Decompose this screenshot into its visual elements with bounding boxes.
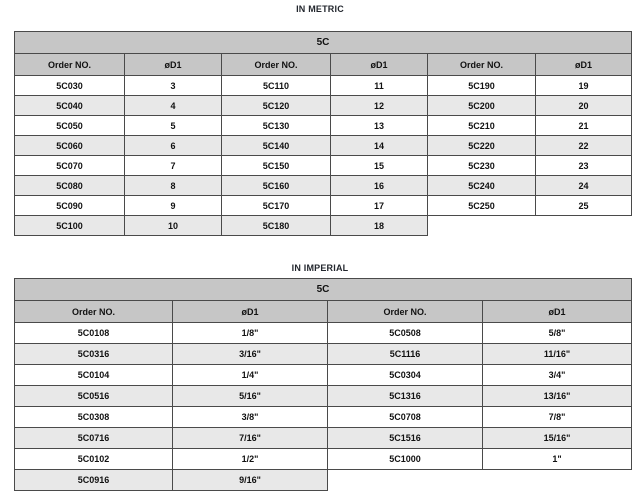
- order-no-cell: 5C1516: [328, 428, 483, 449]
- order-no-cell: 5C0308: [15, 407, 173, 428]
- order-no-cell: 5C240: [428, 176, 536, 196]
- d1-cell: 13/16": [483, 386, 632, 407]
- table-row: [15, 344, 632, 365]
- table-row: [15, 407, 632, 428]
- order-no-cell: 5C090: [15, 196, 125, 216]
- d1-cell: 1/8": [173, 323, 328, 344]
- order-no-cell: 5C1316: [328, 386, 483, 407]
- order-no-cell: 5C050: [15, 116, 125, 136]
- d1-cell: 19: [536, 76, 632, 96]
- order-no-cell: 5C220: [428, 136, 536, 156]
- d1-cell: 3: [125, 76, 222, 96]
- table-title: 5C: [15, 279, 632, 301]
- d1-cell: 15/16": [483, 428, 632, 449]
- order-no-cell: 5C0716: [15, 428, 173, 449]
- order-no-cell: 5C0102: [15, 449, 173, 470]
- column-header-row: [15, 301, 632, 323]
- d1-cell: 4: [125, 96, 222, 116]
- d1-cell: 7/8": [483, 407, 632, 428]
- metric-table: [14, 31, 632, 236]
- order-no-cell: 5C070: [15, 156, 125, 176]
- table-title-row: [15, 32, 632, 54]
- order-no-cell: 5C230: [428, 156, 536, 176]
- d1-cell: 9/16": [173, 470, 328, 491]
- col-header-order-no: Order NO.: [15, 54, 125, 76]
- table-title-row: [15, 279, 632, 301]
- imperial-section-title: IN IMPERIAL: [291, 263, 349, 273]
- metric-section-title: IN METRIC: [296, 4, 344, 14]
- d1-cell: 8: [125, 176, 222, 196]
- d1-cell: 18: [331, 216, 428, 236]
- d1-cell: 17: [331, 196, 428, 216]
- order-no-cell: 5C0316: [15, 344, 173, 365]
- table-row: [15, 365, 632, 386]
- order-no-cell: 5C080: [15, 176, 125, 196]
- d1-cell: 22: [536, 136, 632, 156]
- table-row: [15, 136, 632, 156]
- d1-cell: 11/16": [483, 344, 632, 365]
- table-row: [15, 156, 632, 176]
- d1-cell: 12: [331, 96, 428, 116]
- d1-cell: 5/16": [173, 386, 328, 407]
- col-header-order-no: Order NO.: [328, 301, 483, 323]
- order-no-cell: 5C250: [428, 196, 536, 216]
- order-no-cell: 5C0508: [328, 323, 483, 344]
- order-no-cell: 5C0104: [15, 365, 173, 386]
- table-row: [15, 386, 632, 407]
- table-row: [15, 116, 632, 136]
- order-no-cell: 5C180: [222, 216, 331, 236]
- empty-cell: [328, 470, 483, 491]
- d1-cell: 25: [536, 196, 632, 216]
- col-header-d1: øD1: [536, 54, 632, 76]
- order-no-cell: 5C040: [15, 96, 125, 116]
- table-row: [15, 428, 632, 449]
- d1-cell: 1/4": [173, 365, 328, 386]
- d1-cell: 16: [331, 176, 428, 196]
- d1-cell: 3/8": [173, 407, 328, 428]
- order-no-cell: 5C140: [222, 136, 331, 156]
- d1-cell: 13: [331, 116, 428, 136]
- order-no-cell: 5C030: [15, 76, 125, 96]
- d1-cell: 1/2": [173, 449, 328, 470]
- order-no-cell: 5C110: [222, 76, 331, 96]
- d1-cell: 24: [536, 176, 632, 196]
- empty-cell: [483, 470, 632, 491]
- empty-cell: [536, 216, 632, 236]
- d1-cell: 10: [125, 216, 222, 236]
- d1-cell: 21: [536, 116, 632, 136]
- table-row: [15, 323, 632, 344]
- d1-cell: 23: [536, 156, 632, 176]
- col-header-d1: øD1: [125, 54, 222, 76]
- d1-cell: 6: [125, 136, 222, 156]
- order-no-cell: 5C120: [222, 96, 331, 116]
- order-no-cell: 5C0916: [15, 470, 173, 491]
- table-row: [15, 176, 632, 196]
- d1-cell: 15: [331, 156, 428, 176]
- order-no-cell: 5C100: [15, 216, 125, 236]
- d1-cell: 3/4": [483, 365, 632, 386]
- col-header-order-no: Order NO.: [428, 54, 536, 76]
- table-row: [15, 196, 632, 216]
- order-no-cell: 5C0108: [15, 323, 173, 344]
- order-no-cell: 5C190: [428, 76, 536, 96]
- order-no-cell: 5C170: [222, 196, 331, 216]
- order-no-cell: 5C060: [15, 136, 125, 156]
- order-no-cell: 5C0708: [328, 407, 483, 428]
- d1-cell: 7: [125, 156, 222, 176]
- table-row: [15, 470, 632, 491]
- table-row: [15, 76, 632, 96]
- col-header-d1: øD1: [483, 301, 632, 323]
- column-header-row: [15, 54, 632, 76]
- order-no-cell: 5C130: [222, 116, 331, 136]
- order-no-cell: 5C0516: [15, 386, 173, 407]
- col-header-d1: øD1: [173, 301, 328, 323]
- d1-cell: 14: [331, 136, 428, 156]
- order-no-cell: 5C210: [428, 116, 536, 136]
- empty-cell: [428, 216, 536, 236]
- d1-cell: 9: [125, 196, 222, 216]
- d1-cell: 5/8": [483, 323, 632, 344]
- order-no-cell: 5C150: [222, 156, 331, 176]
- table-row: [15, 216, 632, 236]
- d1-cell: 3/16": [173, 344, 328, 365]
- table-title: 5C: [15, 32, 632, 54]
- d1-cell: 5: [125, 116, 222, 136]
- table-row: [15, 96, 632, 116]
- col-header-order-no: Order NO.: [15, 301, 173, 323]
- d1-cell: 7/16": [173, 428, 328, 449]
- order-no-cell: 5C1000: [328, 449, 483, 470]
- table-row: [15, 449, 632, 470]
- imperial-table: [14, 278, 632, 491]
- order-no-cell: 5C160: [222, 176, 331, 196]
- d1-cell: 11: [331, 76, 428, 96]
- d1-cell: 1": [483, 449, 632, 470]
- d1-cell: 20: [536, 96, 632, 116]
- col-header-d1: øD1: [331, 54, 428, 76]
- order-no-cell: 5C0304: [328, 365, 483, 386]
- order-no-cell: 5C1116: [328, 344, 483, 365]
- order-no-cell: 5C200: [428, 96, 536, 116]
- col-header-order-no: Order NO.: [222, 54, 331, 76]
